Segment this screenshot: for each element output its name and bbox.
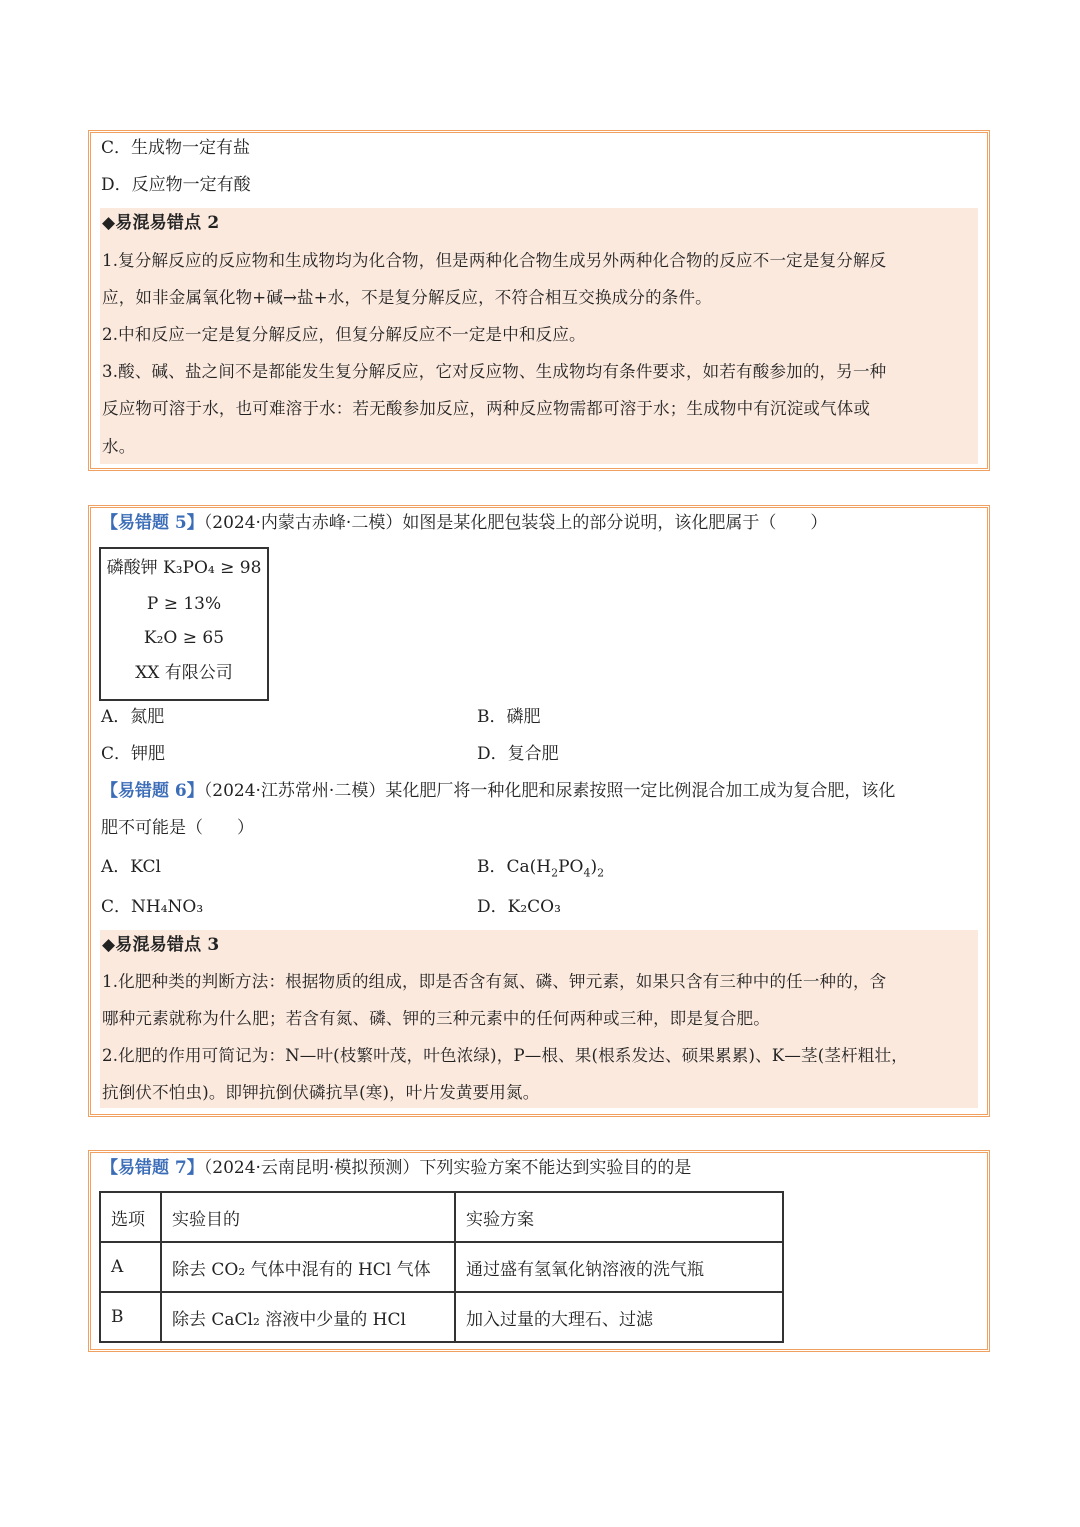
table-row: [100, 1242, 783, 1292]
option-a: A．氮肥: [101, 707, 165, 727]
tip-title: ◆易混易错点 2: [102, 213, 220, 233]
tip-line: 3.酸、碱、盐之间不是都能发生复分解反应，它对反应物、生成物均有条件要求，如若有酸参加的，另一种: [102, 362, 887, 381]
question-text-cont: 肥不可能是（ ）: [101, 818, 254, 838]
table-cell: 除去 CaCl₂ 溶液中少量的 HCl: [161, 1292, 455, 1342]
table-cell: 通过盛有氢氧化钠溶液的洗气瓶: [455, 1242, 783, 1292]
tip-line: 应，如非金属氧化物+碱→盐+水，不是复分解反应，不符合相互交换成分的条件。: [102, 288, 712, 307]
package-line: 磷酸钾 K₃PO₄ ≥ 98: [106, 558, 262, 578]
table-cell: A: [100, 1242, 161, 1292]
question-5: [101, 512, 827, 534]
question-text: （2024·江苏常州·二模）某化肥厂将一种化肥和尿素按照一定比例混合加工成为复合肥，该化: [203, 781, 896, 801]
question-label: 【易错题 7】: [101, 1158, 204, 1178]
option-b: B．磷肥: [477, 707, 541, 727]
option-c: C．生成物一定有盐: [101, 138, 251, 158]
tip-line: 抗倒伏不怕虫)。即钾抗倒伏磷抗旱(寒)，叶片发黄要用氮。: [102, 1083, 540, 1102]
table-header-row: [100, 1192, 783, 1242]
question-6: [101, 780, 895, 802]
package-line: P ≥ 13%: [146, 594, 222, 614]
tip-line: 水。: [102, 437, 136, 456]
option-c: C．钾肥: [101, 744, 166, 764]
tip-box-3: [100, 930, 978, 1108]
tip-line: 1.化肥种类的判断方法：根据物质的组成，即是否含有氮、磷、钾元素，如果只含有三种中的任一种的，含: [102, 972, 887, 991]
question-text: （2024·内蒙古赤峰·二模）如图是某化肥包装袋上的部分说明，该化肥属于（ ）: [203, 513, 828, 533]
option-d: D．K₂CO₃: [477, 897, 561, 917]
table-cell: 除去 CO₂ 气体中混有的 HCl 气体: [161, 1242, 455, 1292]
table-cell: 加入过量的大理石、过滤: [455, 1292, 783, 1342]
table-header: 实验目的: [161, 1192, 455, 1242]
experiment-table: [99, 1191, 784, 1343]
question-text: （2024·云南昆明·模拟预测）下列实验方案不能达到实验目的的是: [203, 1158, 692, 1178]
option-b: B．$Ca(H_2PO_4)_2$: [477, 857, 605, 880]
tip-title: ◆易混易错点 3: [102, 935, 220, 955]
option-d: D．反应物一定有酸: [101, 175, 251, 195]
table-header: 实验方案: [455, 1192, 783, 1242]
option-a: A．KCl: [101, 857, 161, 877]
question-label: 【易错题 5】: [101, 513, 204, 533]
tip-line: 1.复分解反应的反应物和生成物均为化合物，但是两种化合物生成另外两种化合物的反应不一定是复分解反: [102, 251, 887, 270]
section-box-2: [88, 505, 990, 1117]
table-cell: B: [100, 1292, 161, 1342]
package-line: XX 有限公司: [135, 663, 233, 683]
table-row: [100, 1292, 783, 1342]
question-7: [101, 1157, 691, 1179]
fertilizer-package-label: [99, 547, 269, 701]
tip-line: 哪种元素就称为什么肥；若含有氮、磷、钾的三种元素中的任何两种或三种，即是复合肥。: [102, 1009, 770, 1028]
tip-line: 反应物可溶于水，也可难溶于水：若无酸参加反应，两种反应物需都可溶于水；生成物中有沉淀或气体或: [102, 399, 871, 418]
tip-line: 2.中和反应一定是复分解反应，但复分解反应不一定是中和反应。: [102, 325, 586, 344]
option-d: D．复合肥: [477, 744, 559, 764]
package-line: K₂O ≥ 65: [143, 628, 225, 648]
tip-line: 2.化肥的作用可简记为：N—叶(枝繁叶茂，叶色浓绿)，P—根、果(根系发达、硕果累累)、K—茎(茎杆粗壮，: [102, 1046, 908, 1065]
section-box-1: [88, 130, 990, 471]
table-header: 选项: [100, 1192, 161, 1242]
section-box-3: [88, 1150, 990, 1352]
option-c: C．NH₄NO₃: [101, 897, 204, 917]
question-label: 【易错题 6】: [101, 781, 204, 801]
tip-box-2: [100, 208, 978, 464]
